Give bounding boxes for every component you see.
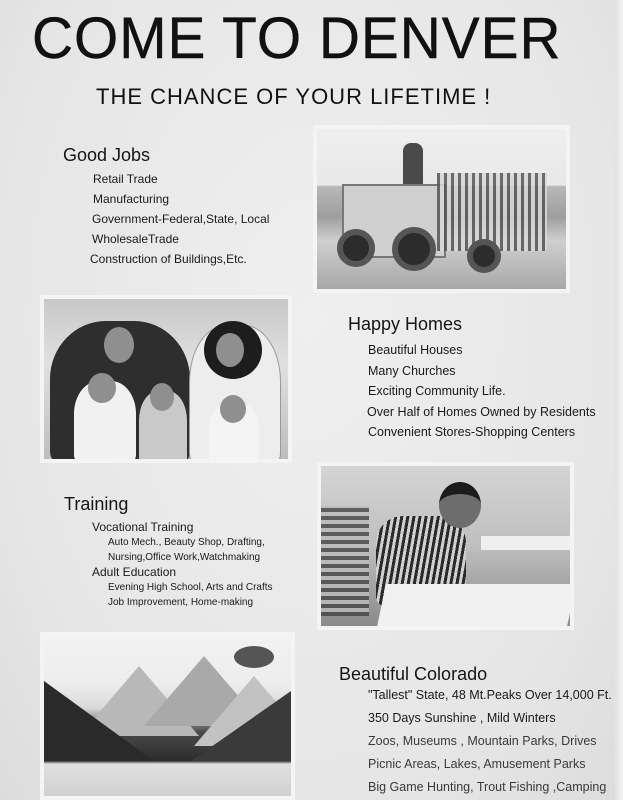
jobs-heading: Good Jobs xyxy=(63,145,151,165)
photo-drafting-student xyxy=(317,462,574,630)
photo-mountains xyxy=(40,632,295,800)
list-item: Exciting Community Life. xyxy=(368,384,506,398)
list-item: Government-Federal,State, Local xyxy=(92,212,270,226)
wheel xyxy=(467,239,501,273)
list-item: Manufacturing xyxy=(93,192,170,206)
photo-forklift xyxy=(313,125,570,293)
face xyxy=(104,327,134,363)
forest-slope xyxy=(44,681,154,761)
list-item: Big Game Hunting, Trout Fishing ,Camping xyxy=(368,780,607,794)
list-item: Adult Education xyxy=(92,565,177,579)
list-subitem: Auto Mech., Beauty Shop, Drafting, xyxy=(108,537,265,548)
colorado-heading: Beautiful Colorado xyxy=(339,664,488,684)
list-item: "Tallest" State, 48 Mt.Peaks Over 14,000 Ft. xyxy=(368,688,612,702)
paper-edge xyxy=(615,0,623,800)
list-item: 350 Days Sunshine , Mild Winters xyxy=(368,711,556,725)
face xyxy=(150,383,174,411)
homes-list xyxy=(368,340,596,443)
list-item: Picnic Areas, Lakes, Amusement Parks xyxy=(368,757,586,771)
drafting-paper xyxy=(376,584,574,630)
poster-subtitle: THE CHANCE OF YOUR LIFETIME ! xyxy=(96,84,492,109)
list-item: WholesaleTrade xyxy=(92,232,179,246)
homes-heading: Happy Homes xyxy=(348,314,463,334)
list-item: Construction of Buildings,Etc. xyxy=(90,252,247,266)
student-head xyxy=(439,482,481,528)
drafting-table xyxy=(481,536,574,550)
wheel xyxy=(392,227,436,271)
wheel xyxy=(337,229,375,267)
list-item: Beautiful Houses xyxy=(368,343,463,357)
photo-family xyxy=(40,295,292,463)
list-item: Many Churches xyxy=(368,363,456,378)
colorado-list xyxy=(368,684,612,799)
poster-title: COME TO DENVER xyxy=(32,6,562,71)
list-item: Over Half of Homes Owned by Residents xyxy=(367,404,596,419)
jobs-list xyxy=(92,169,269,269)
list-subitem: Nursing,Office Work,Watchmaking xyxy=(108,552,261,563)
list-subitem: Evening High School, Arts and Crafts xyxy=(108,582,273,593)
driver-figure xyxy=(403,143,423,187)
face xyxy=(216,333,244,367)
list-item: Retail Trade xyxy=(93,172,158,186)
forest-slope xyxy=(191,691,291,761)
face xyxy=(88,373,116,403)
list-item: Vocational Training xyxy=(92,520,194,534)
list-subitem: Job Improvement, Home-making xyxy=(108,597,254,608)
face xyxy=(220,395,246,423)
training-list xyxy=(92,520,273,610)
classmate-figure xyxy=(321,506,369,616)
training-heading: Training xyxy=(64,494,129,514)
list-item: Convenient Stores-Shopping Centers xyxy=(368,425,576,439)
brick-load xyxy=(437,173,547,251)
list-item: Zoos, Museums , Mountain Parks, Drives xyxy=(368,734,597,748)
